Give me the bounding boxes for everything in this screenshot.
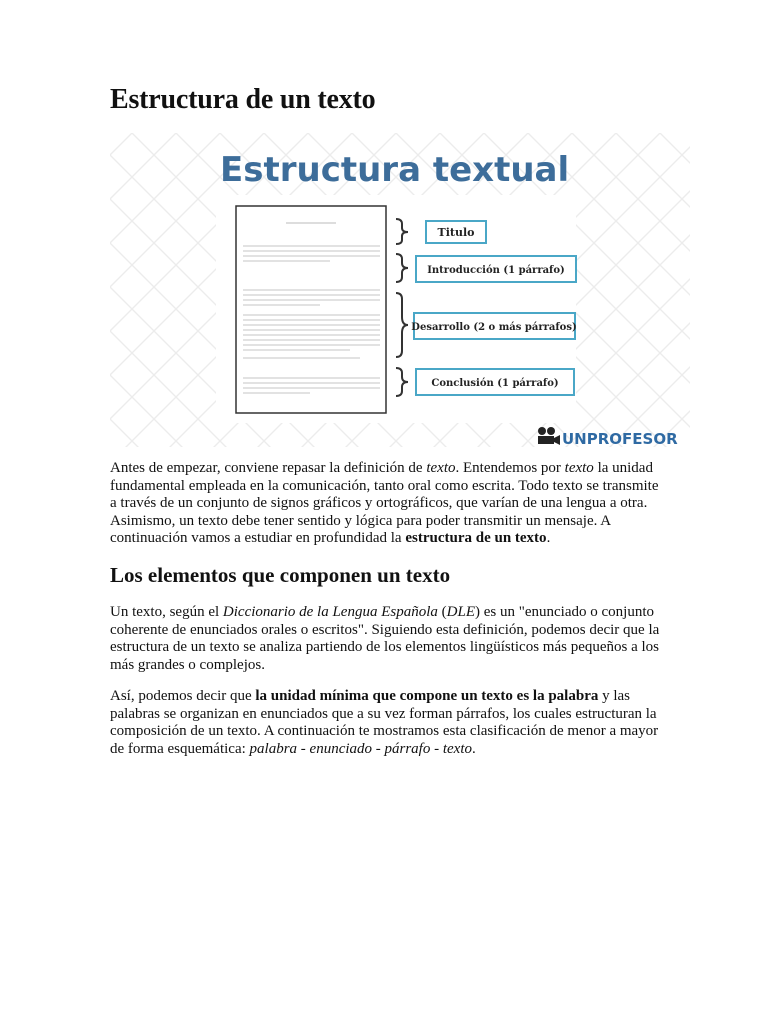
label-introduccion xyxy=(416,256,576,282)
label-desarrollo xyxy=(411,313,576,339)
svg-text:Introducción (1 párrafo): Introducción (1 párrafo) xyxy=(427,265,565,276)
intro-paragraph: Antes de empezar, conviene repasar la definición de texto. Entendemos por texto la unidad fundamental empleada en la comunicación, tanto oral como escrita. Todo texto se transmite a través de un conjunto de signos gráficos y ortográficos, que varían de una lengua a otra. Asimismo, un texto debe tener sentido y lógica para poder transmitir un mensaje. A continuación vamos a estudiar en profundidad la estructura de un texto. xyxy=(110,460,659,547)
definition-paragraph: Un texto, según el Diccionario de la Lengua Española (DLE) es un "enunciado o conjunto coherente de enunciados orales o escritos". Siguiendo esta definición, podemos decir que la estructura de un texto se analiza partiendo de los elementos lingüísticos más pequeños a los más grandes o complejos. xyxy=(110,604,660,673)
page-title: Estructura de un texto xyxy=(110,84,376,115)
document-sheet-icon xyxy=(236,206,386,413)
svg-text:UNPROFESOR: UNPROFESOR xyxy=(562,430,678,447)
label-conclusion xyxy=(416,369,574,395)
structure-figure xyxy=(110,133,690,447)
section-heading: Los elementos que componen un texto xyxy=(110,563,451,587)
figure-heading: Estructura textual xyxy=(220,150,570,190)
classification-paragraph: Así, podemos decir que la unidad mínima que compone un texto es la palabra y las palabras se organizan en enunciados que a su vez forman párrafos, los cuales estructuran la composición de un texto. A continuación te mostramos esta clasificación de menor a mayor de forma esquemática: palabra - enunciado - párrafo - texto. xyxy=(110,688,659,757)
svg-text:Titulo: Titulo xyxy=(437,226,475,239)
svg-text:Conclusión (1 párrafo): Conclusión (1 párrafo) xyxy=(431,378,559,389)
label-titulo xyxy=(426,221,486,243)
svg-text:Desarrollo (2 o más párrafos): Desarrollo (2 o más párrafos) xyxy=(411,322,577,333)
